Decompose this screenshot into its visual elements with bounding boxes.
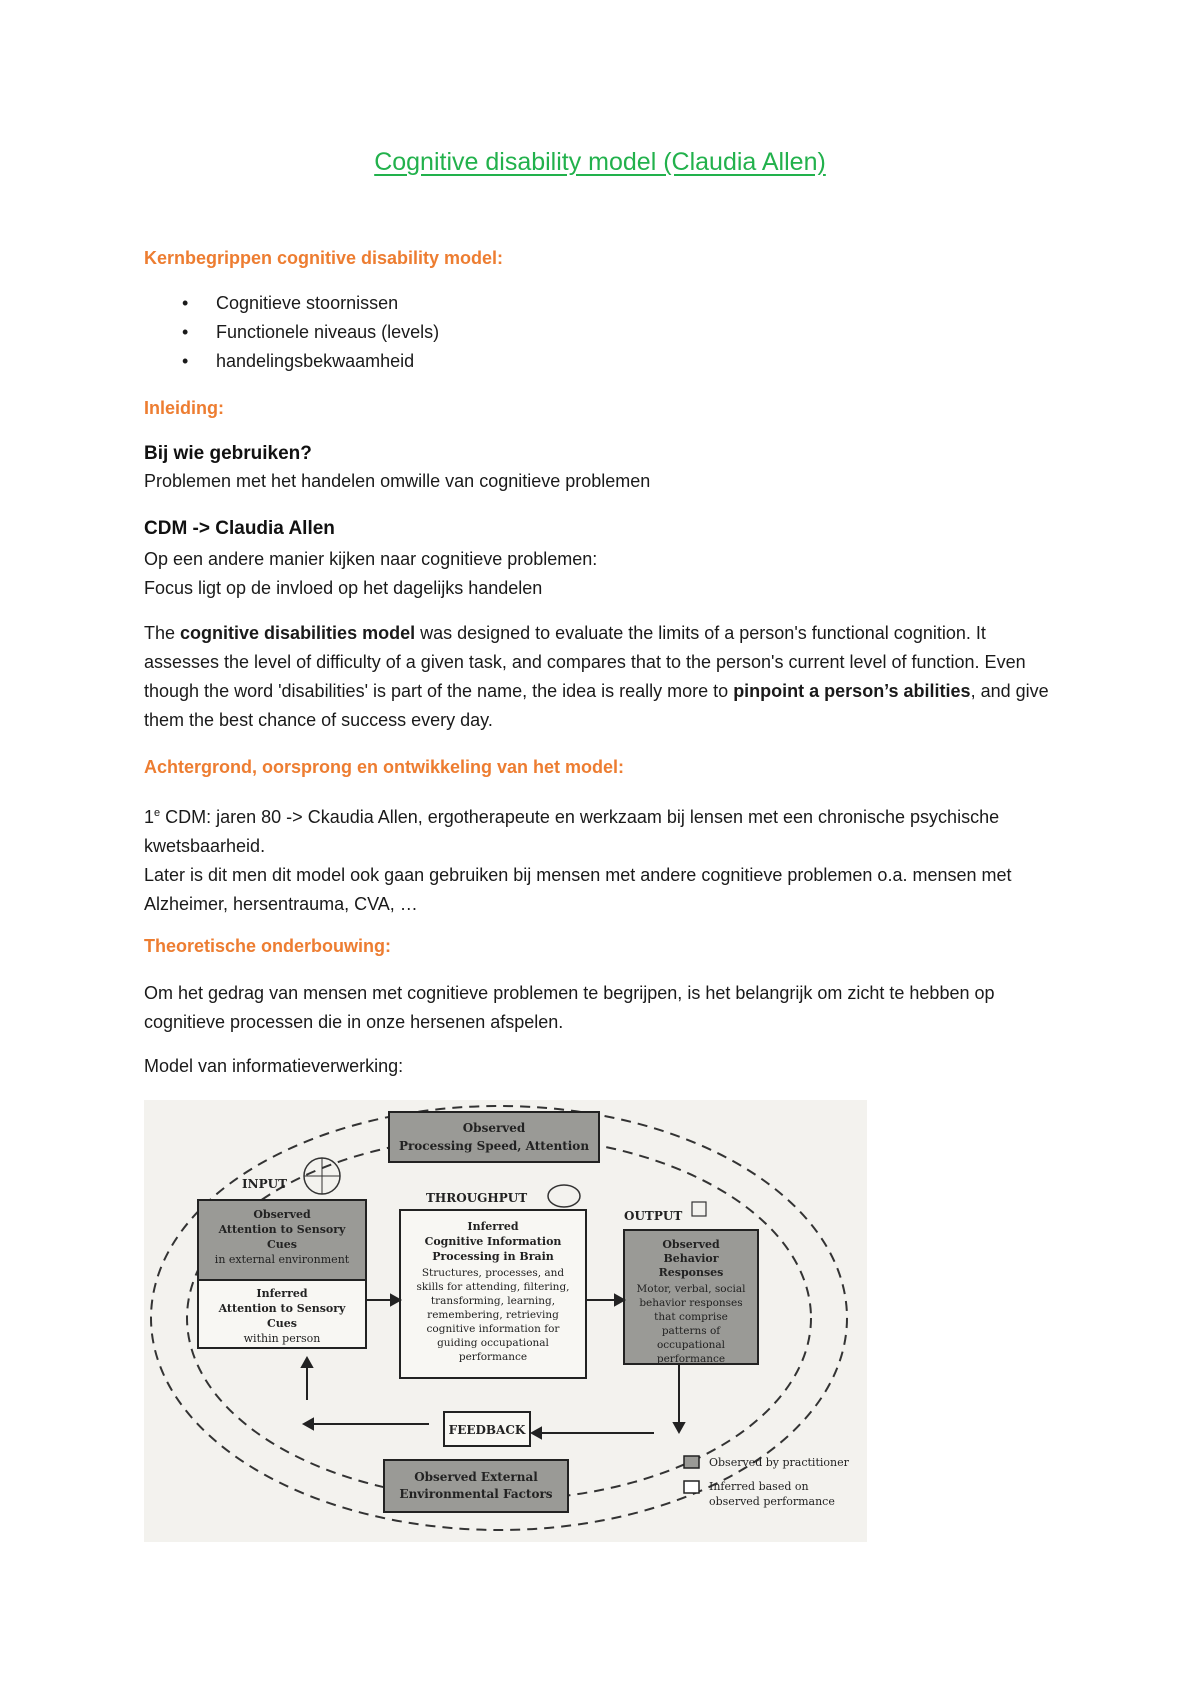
processing-speed-box — [389, 1112, 599, 1162]
diagram-label: Inferred — [256, 1287, 308, 1300]
paragraph: Op een andere manier kijken naar cognitieve problemen: — [144, 549, 598, 569]
output-label: OUTPUT — [624, 1209, 683, 1223]
list-item: • Functionele niveaus (levels) — [176, 318, 439, 347]
english-paragraph: The cognitive disabilities model was designed to evaluate the limits of a person's functional cognition. It assesses the level of difficulty of a given task, and compares that to the person's current level of function. Even though the word 'disabilities' is part of the name, the idea is really more to pinpoint a person’s abilities, and give them the best chance of success every day. — [144, 623, 1049, 730]
diagram-label: Attention to Sensory — [218, 1302, 346, 1315]
diagram-label: Observed External — [414, 1470, 538, 1484]
diagram-label: remembering, retrieving — [427, 1309, 559, 1321]
legend-label: observed performance — [709, 1495, 835, 1508]
environment-box — [384, 1460, 568, 1512]
diagram-label: behavior responses — [639, 1297, 743, 1309]
paragraph: Focus ligt op de invloed op het dagelijks handelen — [144, 578, 543, 598]
legend-inferred-swatch — [684, 1481, 699, 1493]
diagram-label: that comprise — [654, 1311, 728, 1323]
diagram-label: Observed — [662, 1238, 720, 1251]
paragraph: Problemen met het handelen omwille van cognitieve problemen — [144, 471, 651, 491]
diagram-label: Environmental Factors — [399, 1487, 553, 1501]
kernbegrippen-list — [176, 289, 439, 376]
list-item: • handelingsbekwaamheid — [176, 347, 439, 376]
diagram-label: Cognitive Information — [424, 1235, 562, 1248]
diagram-label: in external environment — [214, 1253, 350, 1266]
information-processing-diagram — [144, 1100, 867, 1542]
diagram-label: patterns of — [661, 1325, 721, 1337]
legend-label: Observed by practitioner — [709, 1456, 849, 1469]
subheading-bij-wie: Bij wie gebruiken? — [144, 443, 312, 464]
diagram-label: within person — [243, 1332, 321, 1345]
list-item: • Cognitieve stoornissen — [176, 289, 439, 318]
diagram-label: performance — [656, 1353, 726, 1365]
diagram-label: Cues — [267, 1238, 297, 1251]
diagram-label: Behavior — [663, 1252, 719, 1265]
diagram-label: Attention to Sensory — [218, 1223, 346, 1236]
diagram-label: Cues — [267, 1317, 297, 1330]
paragraph: 1e CDM: jaren 80 -> Ckaudia Allen, ergotherapeute en werkzaam bij lensen met een chronische psychische kwetsbaarheid. Later is dit men dit model ook gaan gebruiken bij mensen met andere cognitieve problemen o.a. mensen met Alzheimer, hersentrauma, CVA, … — [144, 807, 1012, 914]
diagram-label: FEEDBACK — [448, 1423, 526, 1437]
diagram-label: cognitive information for — [426, 1323, 560, 1335]
diagram-label: Observed — [462, 1121, 526, 1135]
diagram-label: Processing in Brain — [432, 1250, 554, 1263]
heading-kernbegrippen: Kernbegrippen cognitive disability model: — [144, 248, 504, 268]
person-icon — [692, 1202, 706, 1216]
heading-theorie: Theoretische onderbouwing: — [144, 936, 392, 956]
diagram-label: Processing Speed, Attention — [398, 1139, 590, 1153]
diagram-label: Structures, processes, and — [421, 1267, 565, 1279]
diagram-label: guiding occupational — [437, 1337, 549, 1349]
diagram-label: Observed — [253, 1208, 311, 1221]
diagram-label: performance — [458, 1351, 528, 1363]
diagram-label: Inferred — [467, 1220, 519, 1233]
diagram-label: occupational — [656, 1339, 726, 1351]
heading-achtergrond: Achtergrond, oorsprong en ontwikkeling van het model: — [144, 757, 625, 777]
input-label: INPUT — [242, 1177, 287, 1191]
page-title: Cognitive disability model (Claudia Allen) — [374, 148, 826, 176]
diagram-label: skills for attending, filtering, — [416, 1281, 570, 1293]
diagram-svg — [144, 1100, 867, 1542]
heading-inleiding: Inleiding: — [144, 398, 224, 418]
subheading-cdm: CDM -> Claudia Allen — [144, 518, 335, 539]
brain-icon — [548, 1185, 580, 1207]
diagram-label: Responses — [658, 1266, 724, 1279]
diagram-label: transforming, learning, — [430, 1295, 556, 1307]
throughput-label: THROUGHPUT — [426, 1191, 528, 1205]
bullet-icon: • — [182, 351, 189, 371]
bullet-icon: • — [182, 293, 189, 313]
paragraph: Om het gedrag van mensen met cognitieve problemen te begrijpen, is het belangrijk om zicht te hebben op cognitieve processen die in onze hersenen afspelen. — [144, 983, 995, 1032]
bullet-icon: • — [182, 322, 189, 342]
legend-label: Inferred based on — [709, 1480, 809, 1493]
legend-observed-swatch — [684, 1456, 699, 1468]
diagram-label: Motor, verbal, social — [636, 1283, 746, 1295]
paragraph: Model van informatieverwerking: — [144, 1056, 404, 1076]
